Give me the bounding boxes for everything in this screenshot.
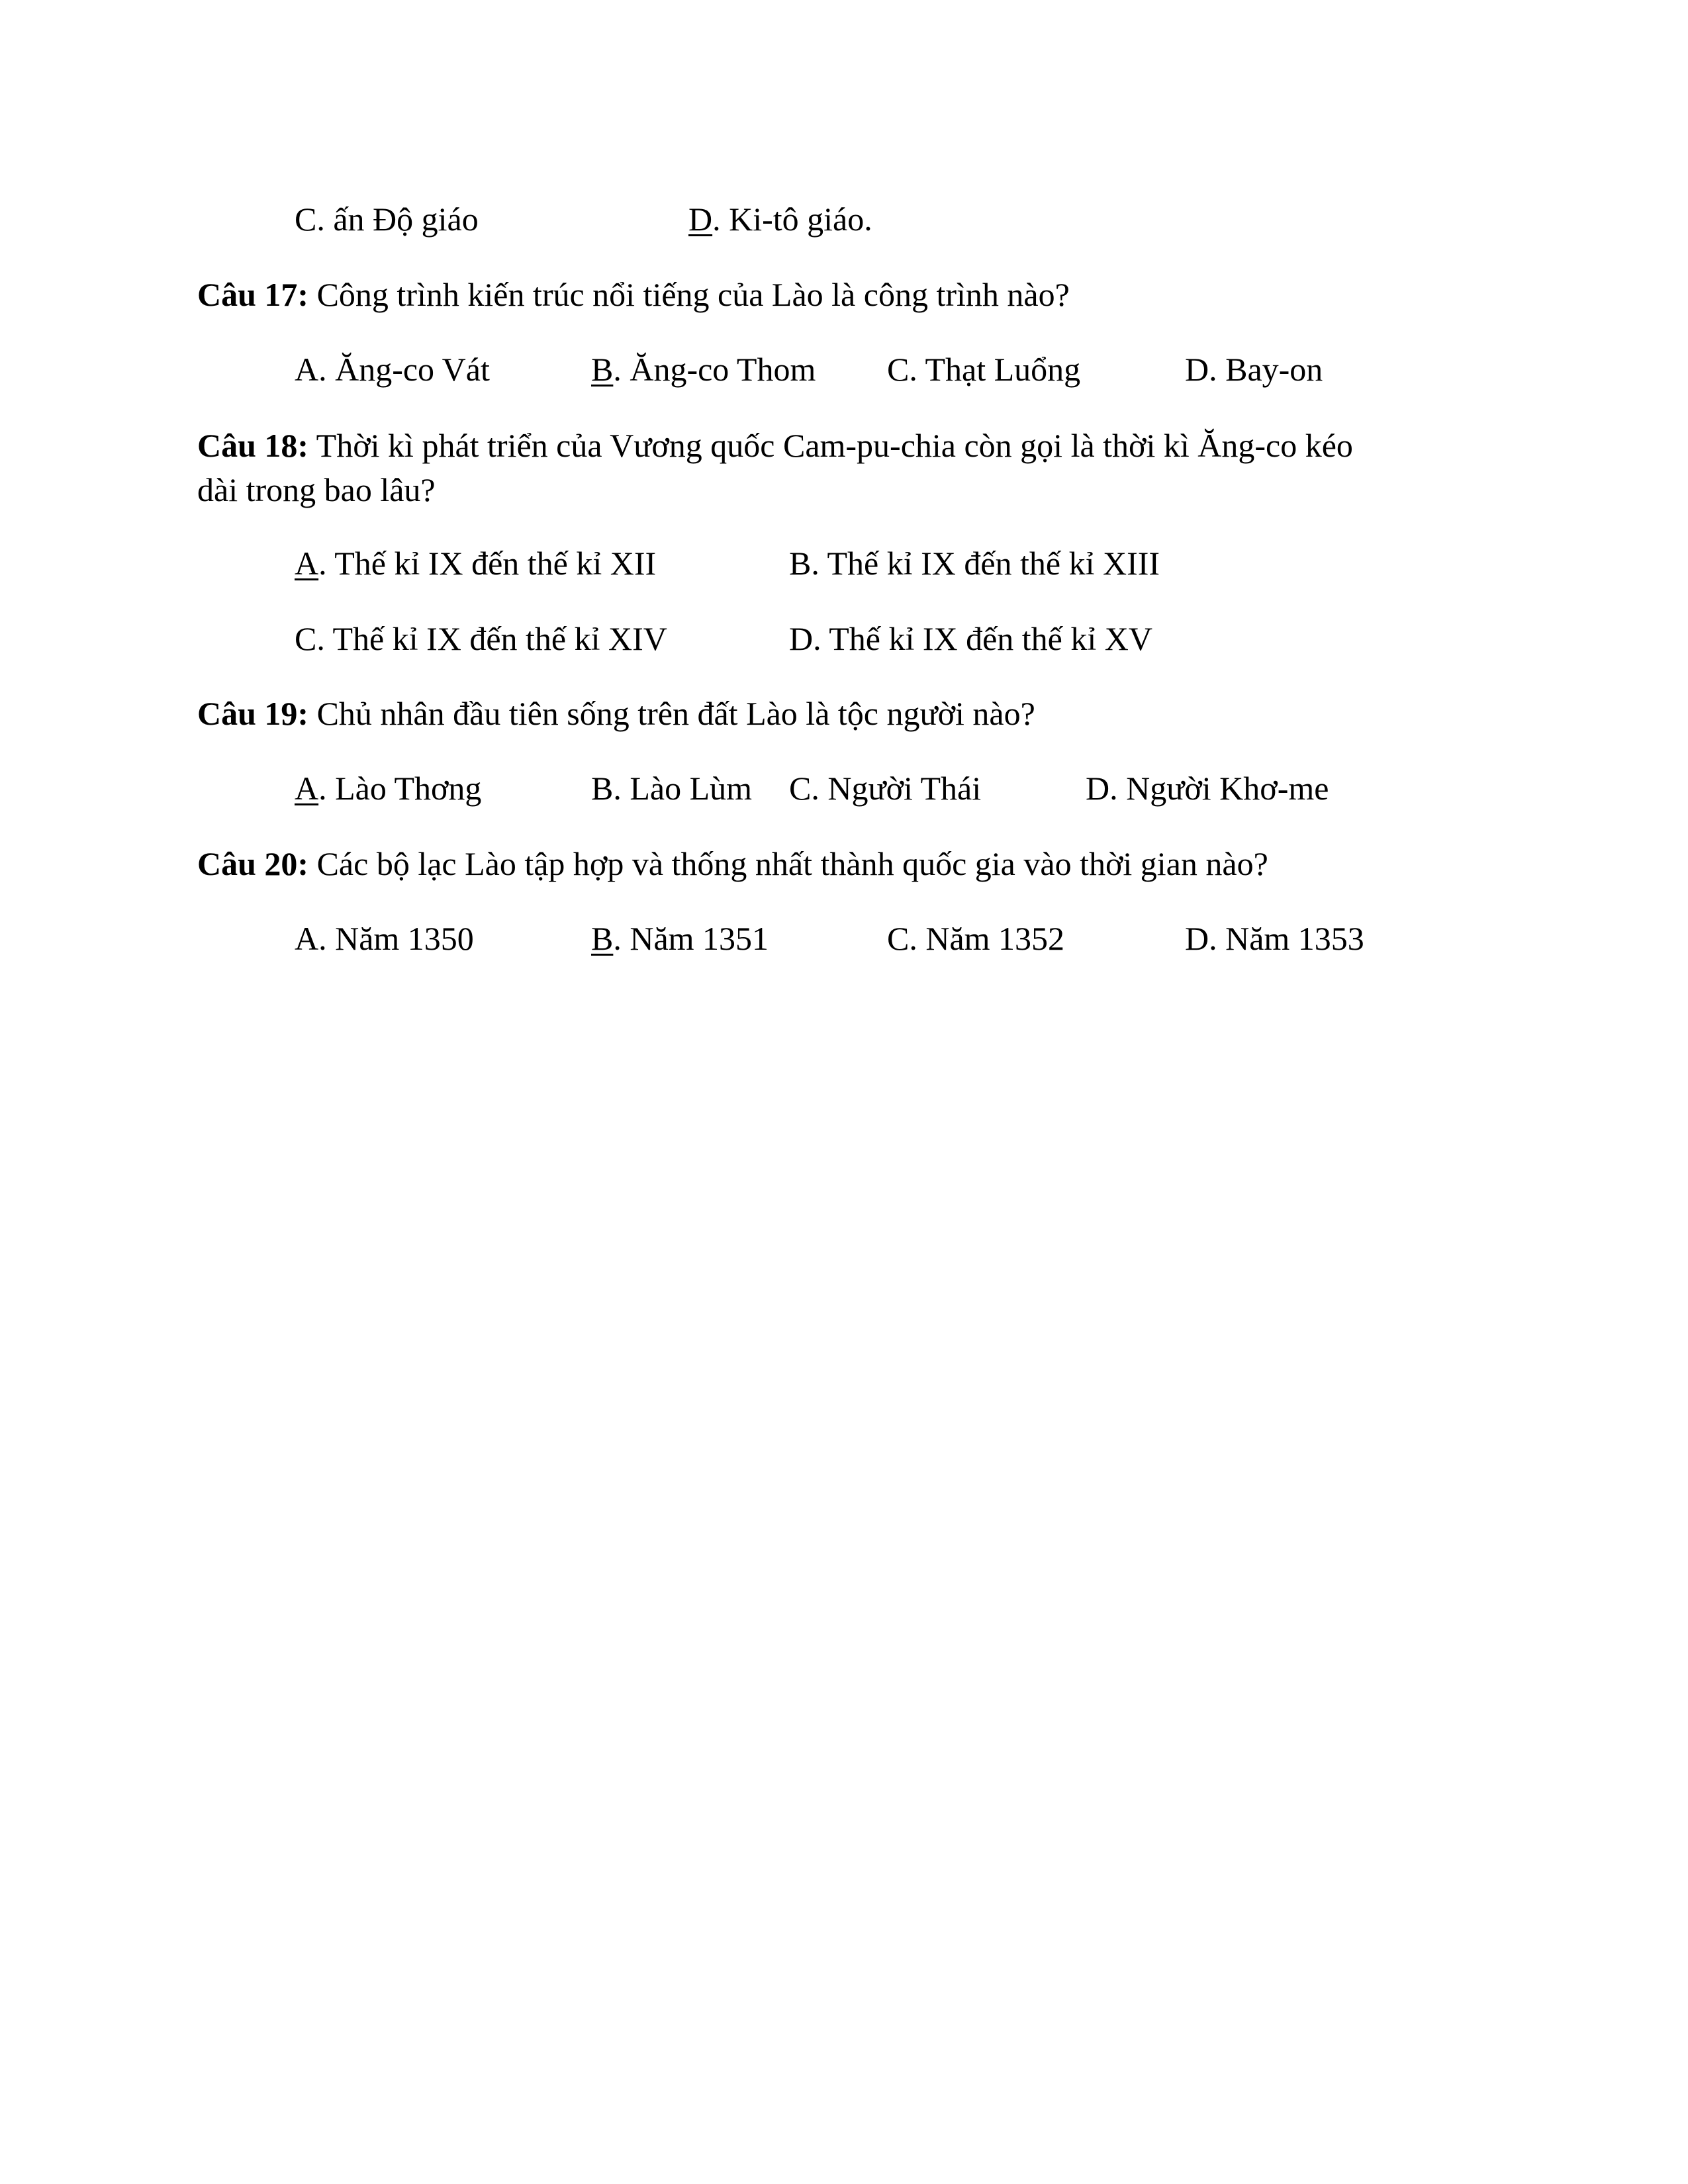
answer-option-d	[1185, 922, 1364, 955]
question-number: Câu 17:	[197, 276, 309, 313]
option-text: . Thạt Luổng	[909, 351, 1081, 388]
answer-row-q18-2	[0, 622, 1688, 662]
option-text: . Năm 1351	[613, 920, 769, 957]
answer-option-c	[887, 353, 1080, 386]
answer-option-a	[295, 922, 474, 955]
question-text: Thời kì phát triển của Vương quốc Cam-pu-chia còn gọi là thời kì Ăng-co kéo	[308, 427, 1353, 464]
option-text: . Người Khơ-me	[1109, 770, 1329, 807]
option-letter: D	[789, 620, 814, 657]
option-letter-correct: B	[591, 351, 614, 388]
answer-option-c	[789, 772, 981, 805]
option-letter: B	[591, 770, 614, 807]
answer-option-b	[591, 772, 752, 805]
question-19	[197, 697, 1035, 730]
answer-row-q17	[0, 353, 1688, 392]
option-letter: D	[1086, 770, 1110, 807]
option-letter: C	[887, 920, 910, 957]
question-number: Câu 20:	[197, 845, 309, 882]
option-letter: C	[887, 351, 910, 388]
answer-option-d	[688, 203, 872, 236]
answer-row-q20	[0, 922, 1688, 962]
option-text: . Bay-on	[1209, 351, 1323, 388]
question-text: Công trình kiến trúc nổi tiếng của Lào là công trình nào?	[308, 276, 1070, 313]
option-letter-correct: D	[688, 201, 713, 238]
option-text: . Thế kỉ IX đến thế kỉ XV	[813, 620, 1152, 657]
answer-option-b	[591, 353, 816, 386]
answer-option-c	[887, 922, 1064, 955]
answer-option-b	[591, 922, 769, 955]
answer-option-a	[295, 772, 481, 805]
option-text: . ấn Độ giáo	[316, 201, 479, 238]
option-letter-correct: A	[295, 545, 319, 582]
question-text: dài trong bao lâu?	[197, 471, 436, 508]
answer-option-a	[295, 353, 490, 386]
option-text: . Năm 1352	[909, 920, 1065, 957]
answer-option-c	[295, 203, 479, 236]
option-letter: C	[295, 201, 317, 238]
option-letter: A	[295, 920, 319, 957]
option-text: . Năm 1350	[318, 920, 474, 957]
option-text: . Năm 1353	[1209, 920, 1364, 957]
answer-row-q19	[0, 772, 1688, 811]
question-18	[197, 429, 1353, 462]
option-text: . Ki-tô giáo.	[712, 201, 872, 238]
option-letter-correct: B	[591, 920, 614, 957]
option-letter-correct: A	[295, 770, 319, 807]
option-text: . Ăng-co Thom	[613, 351, 816, 388]
answer-option-d	[1185, 353, 1323, 386]
answer-option-d	[789, 622, 1152, 655]
question-number: Câu 19:	[197, 695, 309, 732]
option-text: . Thế kỉ IX đến thế kỉ XIII	[811, 545, 1160, 582]
option-letter: D	[1185, 920, 1209, 957]
question-text: Các bộ lạc Lào tập hợp và thống nhất thành quốc gia vào thời gian nào?	[308, 845, 1268, 882]
option-letter: C	[789, 770, 812, 807]
option-letter: D	[1185, 351, 1209, 388]
option-letter: A	[295, 351, 319, 388]
question-20	[197, 847, 1268, 880]
question-text: Chủ nhân đầu tiên sống trên đất Lào là tộc người nào?	[308, 695, 1035, 732]
question-17	[197, 278, 1070, 311]
option-letter: C	[295, 620, 317, 657]
answer-row-q18-1	[0, 547, 1688, 586]
option-text: . Ăng-co Vát	[318, 351, 490, 388]
question-18-continuation	[197, 473, 436, 506]
answer-option-a	[295, 547, 656, 580]
option-text: . Thế kỉ IX đến thế kỉ XIV	[316, 620, 667, 657]
option-letter: B	[789, 545, 812, 582]
answer-option-b	[789, 547, 1160, 580]
option-text: . Lào Lùm	[613, 770, 753, 807]
option-text: . Lào Thơng	[318, 770, 482, 807]
option-text: . Người Thái	[811, 770, 982, 807]
answer-option-d	[1086, 772, 1329, 805]
option-text: . Thế kỉ IX đến thế kỉ XII	[318, 545, 657, 582]
answer-option-c	[295, 622, 667, 655]
answer-row-q16	[0, 203, 1688, 242]
question-number: Câu 18:	[197, 427, 309, 464]
